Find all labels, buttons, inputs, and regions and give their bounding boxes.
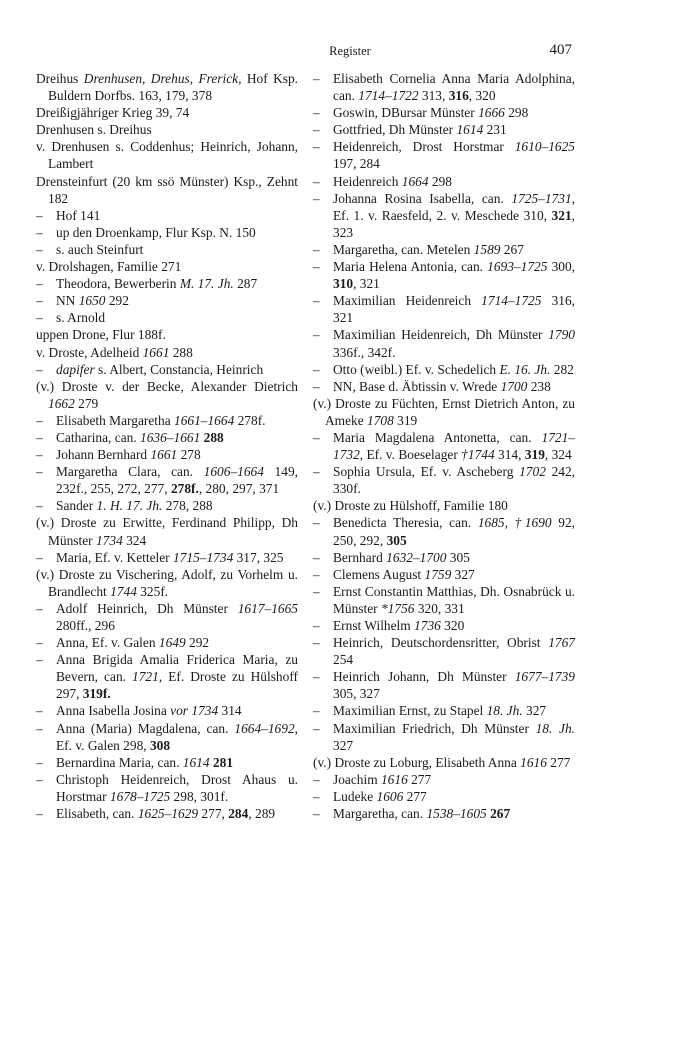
entry-text: 242, 330f. [333, 464, 576, 497]
entry-text: 320 [440, 618, 465, 633]
italic-text: 1678–1725 [109, 788, 171, 804]
index-subentry [36, 600, 298, 634]
entry-text: (v.) Droste zu Hülshoff, Familie 180 [313, 498, 508, 514]
entry-text: , Ef. Droste zu Hülshoff 297, [56, 669, 298, 702]
index-subentry [313, 805, 575, 822]
running-head: Register [329, 44, 371, 58]
index-subentry [313, 70, 575, 104]
italic-text: 1736 [414, 618, 441, 633]
index-subentry [36, 241, 298, 258]
entry-text: Maria Magdalena Antonetta, can. [333, 429, 542, 445]
entry-text: Maria, Ef. v. Ketteler [56, 549, 173, 565]
entry-text: Anna Isabella Josina [56, 703, 171, 719]
index-subentry [36, 361, 298, 378]
entry-text: NN, Base d. Äbtissin v. Wrede [333, 378, 501, 394]
entry-text: 316, 321 [333, 293, 575, 326]
entry-text: 300, [547, 259, 575, 275]
italic-text: 1759 [424, 566, 452, 582]
entry-text: 317, 325 [233, 549, 284, 565]
italic-text: †1744 [461, 447, 495, 463]
entry-text: 305, 327 [333, 686, 380, 702]
page-ref-bold: 305 [386, 532, 407, 548]
index-subentry [313, 720, 575, 754]
entry-text: Maximilian Heidenreich [333, 293, 482, 309]
index-subentry [313, 292, 575, 326]
index-subentry [313, 138, 575, 172]
entry-text: Sander [56, 498, 97, 514]
entry-text: Margaretha, can. [333, 806, 427, 822]
entry-text: Dreißigjähriger Krieg 39, 74 [36, 105, 190, 121]
entry-text: Bernhard [333, 549, 387, 565]
page-ref-bold: 288 [203, 429, 224, 445]
index-entry [313, 395, 575, 429]
italic-text: 1702 [519, 464, 546, 480]
entry-text: Ludeke [333, 788, 377, 804]
entry-text: Theodora, Bewerberin [56, 276, 180, 292]
italic-text: 1666 [478, 105, 505, 121]
italic-text: 1606–1664 [203, 464, 264, 480]
entry-text: Anna, Ef. v. Galen [56, 635, 159, 651]
index-entry [36, 326, 298, 343]
entry-text: Otto (weibl.) Ef. v. Schedelich [333, 361, 500, 377]
page-ref-bold: 319f. [82, 686, 111, 702]
page-ref-bold: 319 [524, 447, 545, 463]
entry-text: Dreihus [36, 71, 84, 86]
italic-text: 1589 [473, 241, 501, 257]
entry-text: Joachim [333, 771, 381, 787]
page-ref-bold: 316 [448, 88, 469, 104]
italic-text: 1725–1731 [511, 190, 572, 206]
index-subentry [313, 121, 575, 138]
entry-text: 149, 232f., 255, 272, 277, [56, 464, 298, 497]
page-ref-bold: 310 [333, 276, 354, 292]
entry-text: NN [56, 293, 79, 309]
entry-text: Drensteinfurt (20 km ssö Münster) Ksp., Zehnt 182 [36, 173, 298, 206]
entry-text: Heidenreich, Drost Horstmar [333, 139, 515, 155]
entry-text: 287 [233, 276, 258, 292]
entry-text: s. Albert, Constancia, Heinrich [94, 361, 264, 377]
italic-text: 1734 [95, 532, 123, 548]
entry-text: 278, 288 [162, 498, 213, 514]
index-subentry [313, 771, 575, 788]
entry-text: Johanna Rosina Isabella, can. [333, 190, 512, 206]
italic-text: Drenhusen, Drehus, Frerick, [83, 71, 242, 86]
entry-text: 298 [428, 173, 452, 189]
index-subentry [36, 412, 298, 429]
italic-text: M. 17. Jh. [179, 276, 234, 292]
index-subentry [36, 634, 298, 651]
entry-text: v. Droste, Adelheid [36, 344, 143, 360]
italic-text: 1538–1605 [426, 806, 487, 822]
entry-text: 292 [185, 635, 210, 651]
entry-text: 336f., 342f. [333, 344, 396, 360]
index-entry [36, 514, 298, 548]
entry-text: Catharina, can. [56, 429, 141, 445]
italic-text: 18. Jh. [535, 720, 575, 736]
entry-text: 278f. [234, 412, 266, 428]
index-subentry [36, 720, 298, 754]
index-entry [313, 497, 575, 514]
entry-text: Heidenreich [333, 173, 402, 189]
entry-text: 314, [494, 447, 525, 463]
index-entry [36, 378, 298, 412]
index-entry [36, 566, 298, 600]
entry-text: 319 [393, 412, 418, 428]
entry-text: 278 [177, 447, 201, 463]
italic-text: 1664 [401, 173, 429, 189]
italic-text: 1649 [158, 635, 186, 651]
index-subentry [313, 668, 575, 702]
entry-text: Christoph Heidenreich, Drost Ahaus u. Horstmar [56, 771, 298, 804]
entry-text: 314 [218, 703, 242, 719]
index-subentry [36, 207, 298, 224]
index-subentry [36, 292, 298, 309]
entry-text: Hof 141 [56, 207, 101, 223]
index-subentry [313, 190, 575, 241]
page-ref-bold: 281 [212, 754, 234, 770]
index-subentry [36, 463, 298, 497]
index-subentry [36, 771, 298, 805]
entry-text: Gottfried, Dh Münster [333, 122, 457, 138]
entry-text: Clemens August [333, 566, 425, 582]
index-subentry [36, 497, 298, 514]
index-entry [36, 258, 298, 275]
italic-text: 1616 [380, 771, 408, 787]
italic-text: 1. H. 17. Jh. [96, 498, 163, 514]
italic-text: 1625–1629 [137, 806, 199, 822]
index-entry [36, 344, 298, 361]
italic-text: 1617–1665 [237, 600, 298, 616]
entry-text: , Ef. v. Galen 298, [56, 720, 298, 753]
entry-text: 92, 250, 292, [333, 515, 575, 548]
index-subentry [313, 173, 575, 190]
entry-text: Margaretha Clara, can. [56, 464, 204, 480]
index-subentry [313, 463, 575, 497]
italic-text: 1714–1725 [481, 293, 542, 309]
index-subentry [313, 788, 575, 805]
italic-text: 1714–1722 [358, 88, 419, 104]
entry-text: 254 [333, 652, 354, 668]
page-ref-bold: 267 [490, 806, 511, 822]
entry-text: , Ef. 1. v. Raesfeld, 2. v. Meschede 310, [333, 190, 575, 223]
index-subentry [36, 446, 298, 463]
entry-text: Maximilian Heidenreich, Dh Münster [333, 327, 549, 343]
index-entry [36, 121, 298, 138]
index-subentry [313, 549, 575, 566]
index-subentry [313, 429, 575, 463]
entry-text: Goswin, DBursar Münster [333, 105, 479, 121]
index-subentry [313, 702, 575, 719]
entry-text: 288 [169, 344, 193, 360]
italic-text: 18. Jh. [486, 703, 523, 719]
entry-text: 267 [500, 241, 524, 257]
italic-text: 1664–1692 [234, 720, 295, 736]
entry-text: Anna Brigida Amalia Friderica Maria, zu Bevern, can. [56, 652, 298, 685]
entry-text: Hof Ksp. Buldern Dorfbs. 163, 179, 378 [48, 71, 298, 104]
italic-text: 1610–1625 [514, 139, 575, 155]
entry-text: 277 [546, 754, 571, 770]
italic-text: 1636–1661 [140, 429, 201, 445]
index-subentry [313, 634, 575, 668]
italic-text: 1685, †1690 [477, 515, 552, 531]
entry-text: Heinrich, Deutschordensritter, Obrist [333, 635, 549, 651]
italic-text: *1756 [380, 600, 415, 616]
entry-text: Bernardina Maria, can. [56, 754, 183, 770]
italic-text: 1700 [500, 378, 528, 394]
italic-text: 1614 [456, 122, 484, 138]
entry-text: , 321 [353, 276, 380, 292]
entry-text: , 320 [468, 88, 496, 104]
index-subentry [36, 429, 298, 446]
index-entry [36, 173, 298, 207]
entry-text: 279 [74, 395, 99, 411]
italic-text: 1614 [182, 754, 210, 770]
entry-text: s. auch Steinfurt [56, 241, 144, 257]
italic-text: 1650 [78, 293, 106, 309]
entry-text: Margaretha, can. Metelen [333, 241, 474, 257]
entry-text: 325f. [136, 583, 169, 599]
index-subentry [313, 566, 575, 583]
page-ref-bold: 308 [149, 737, 171, 753]
page-ref-bold: 278f. [170, 481, 199, 497]
entry-text: (v.) Droste v. der Becke, Alexander Dietrich [36, 378, 298, 394]
entry-text: s. Arnold [56, 310, 106, 326]
italic-text: 1693–1725 [487, 259, 548, 275]
entry-text: , 289 [248, 806, 276, 822]
entry-text: Elisabeth, can. [56, 806, 138, 822]
index-subentry [313, 258, 575, 292]
entry-text: 320, 331 [414, 600, 465, 616]
italic-text: dapifer [56, 361, 95, 377]
italic-text: 1767 [548, 635, 575, 651]
entry-text: 327 [333, 737, 354, 753]
italic-text: 1661 [142, 344, 170, 360]
entry-text: 327 [522, 703, 547, 719]
entry-text: Benedicta Theresia, can. [333, 515, 478, 531]
index-subentry [36, 651, 298, 702]
page-ref-bold: 284 [228, 806, 249, 822]
index-subentry [313, 104, 575, 121]
index-subentry [313, 583, 575, 617]
entry-text: , 280, 297, 371 [198, 481, 280, 497]
entry-text: Johann Bernhard [56, 447, 151, 463]
entry-text: 231 [483, 122, 507, 138]
index-subentry [36, 805, 298, 822]
index-subentry [36, 549, 298, 566]
entry-text: Ernst Wilhelm [333, 618, 415, 633]
entry-text: 277 [407, 771, 432, 787]
entry-text: Elisabeth Margaretha [56, 412, 174, 428]
index-subentry [36, 702, 298, 719]
entry-text: uppen Drone, Flur 188f. [36, 327, 166, 343]
entry-text: Adolf Heinrich, Dh Münster [56, 600, 238, 616]
italic-text: 1721–1732 [333, 429, 575, 463]
entry-text: Maximilian Friedrich, Dh Münster [333, 720, 536, 736]
index-column-right [313, 70, 575, 822]
entry-text: Heinrich Johann, Dh Münster [333, 669, 515, 685]
entry-text: 197, 284 [333, 156, 380, 172]
italic-text: 1662 [48, 395, 75, 411]
index-subentry [313, 514, 575, 548]
entry-text: Maria Helena Antonia, can. [333, 259, 488, 275]
entry-text: 277 [403, 788, 427, 804]
entry-text: Anna (Maria) Magdalena, can. [56, 720, 235, 736]
entry-text: 305 [446, 549, 470, 565]
italic-text: 1715–1734 [173, 549, 234, 565]
entry-text: Drenhusen s. Dreihus [36, 122, 152, 138]
index-subentry [36, 224, 298, 241]
entry-text: (v.) Droste zu Füchten, Ernst Dietrich Anton, zu Ameke [313, 395, 575, 428]
index-entry [36, 70, 298, 104]
italic-text: vor 1734 [170, 703, 219, 719]
italic-text: 1708 [367, 412, 394, 428]
index-column-left [36, 70, 298, 822]
entry-text: 298 [504, 105, 529, 121]
entry-text: , 323 [333, 207, 575, 240]
index-entry [36, 138, 298, 172]
index-subentry [36, 309, 298, 326]
entry-text: 327 [451, 566, 475, 582]
italic-text: 1661 [150, 447, 178, 463]
entry-text: (v.) Droste zu Vischering, Adolf, zu Vorhelm u. Brandlecht [36, 566, 298, 599]
index-subentry [36, 754, 298, 771]
entry-text: up den Droenkamp, Flur Ksp. N. 150 [56, 224, 256, 240]
entry-text: (v.) Droste zu Erwitte, Ferdinand Philipp, Dh Münster [36, 515, 298, 548]
index-subentry [313, 617, 575, 634]
index-subentry [36, 275, 298, 292]
entry-text: , Ef. v. Boeselager [359, 447, 462, 463]
index-entry [36, 104, 298, 121]
italic-text: 1677–1739 [514, 669, 575, 685]
entry-text: Sophia Ursula, Ef. v. Ascheberg [333, 464, 520, 480]
entry-text: 313, [418, 88, 449, 104]
italic-text: 1616 [520, 754, 547, 770]
entry-text: 277, [198, 806, 229, 822]
italic-text: 1661–1664 [174, 412, 235, 428]
italic-text: 1721 [132, 669, 159, 685]
italic-text: 1632–1700 [386, 549, 447, 565]
index-subentry [313, 326, 575, 360]
entry-text: , 324 [544, 447, 572, 463]
italic-text: E. 16. Jh. [499, 361, 551, 377]
entry-text: Elisabeth Cornelia Anna Maria Adolphina, can. [333, 71, 575, 104]
entry-text: Maximilian Ernst, zu Stapel [333, 703, 487, 719]
entry-text: 282 [550, 361, 574, 377]
entry-text: v. Drolshagen, Familie 271 [36, 259, 182, 275]
index-subentry [313, 361, 575, 378]
index-subentry [313, 378, 575, 395]
index-subentry [313, 241, 575, 258]
entry-text: 298, 301f. [170, 788, 229, 804]
italic-text: 1790 [548, 327, 575, 343]
entry-text: 292 [105, 293, 129, 309]
italic-text: 1744 [110, 583, 137, 599]
index-entry [313, 754, 575, 771]
entry-text: (v.) Droste zu Loburg, Elisabeth Anna [313, 754, 521, 770]
page-ref-bold: 321 [551, 207, 572, 223]
entry-text: Ernst Constantin Matthias, Dh. Osnabrück u. Münster [333, 583, 575, 616]
entry-text: 238 [527, 378, 551, 394]
entry-text: 280ff., 296 [56, 618, 115, 633]
entry-text: 324 [122, 532, 147, 548]
page-number: 407 [549, 42, 572, 58]
entry-text: v. Drenhusen s. Coddenhus; Heinrich, Johann, Lambert [36, 139, 298, 172]
italic-text: 1606 [376, 788, 404, 804]
